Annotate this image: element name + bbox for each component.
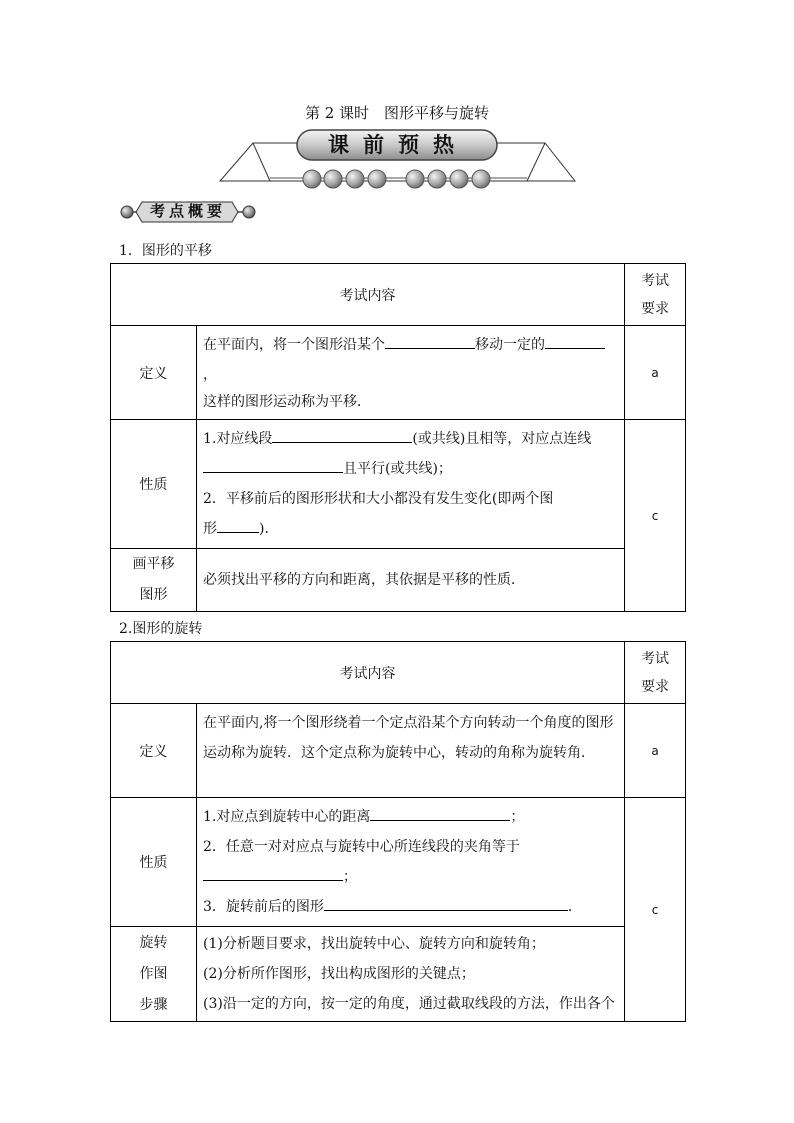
prop2-1a: 1.对应点到旋转中心的距离 [203, 809, 371, 825]
blank-parallel-1[interactable] [272, 428, 412, 443]
property-content [197, 420, 625, 549]
prop-1a: 1.对应线段 [203, 431, 273, 447]
blank-congruent-2[interactable] [324, 896, 568, 911]
rotation-table [110, 641, 686, 1022]
prop2-2a: 2．任意一对对应点与旋转中心所连线段的夹角等于 [203, 839, 520, 855]
row-label-draw [111, 549, 197, 612]
header-req-line1: 考试 [641, 272, 669, 289]
steps-label-2: 作图 [139, 965, 168, 982]
definition-content-2 [197, 704, 625, 798]
row-label-property-2: 性质 [111, 798, 197, 927]
section-heading-translation: 1．图形的平移 [119, 243, 212, 259]
prop2-1b: ； [510, 809, 525, 825]
steps-label-1: 旋转 [139, 934, 168, 951]
header2-req-line2: 要求 [641, 678, 669, 695]
translation-table [110, 263, 686, 612]
blank-direction[interactable] [385, 334, 475, 349]
row-label-steps [111, 927, 197, 1022]
prop2-3b: ． [567, 899, 582, 915]
header-content-2: 考试内容 [111, 642, 625, 704]
definition-requirement-2: a [625, 704, 686, 798]
definition-requirement: a [625, 326, 686, 420]
blank-equal-distance[interactable] [370, 806, 510, 821]
blank-congruent[interactable] [217, 518, 259, 533]
section-heading-rotation: 2.图形的旋转 [119, 621, 203, 637]
def2-line2: 运动称为旋转．这个定点称为旋转中心，转动的角称为旋转角． [203, 745, 595, 761]
step-2: (2)分析所作图形，找出构成图形的关键点； [203, 966, 475, 982]
def-text-c: ， [203, 367, 217, 383]
property-requirement: c [625, 420, 686, 612]
prop-2a: 2．平移前后的图形形状和大小都没有发生变化(即两个图 [203, 491, 554, 507]
draw-content: 必须找出平移的方向和距离，其依据是平移的性质． [197, 549, 625, 612]
steps-label-3: 步骤 [139, 996, 168, 1013]
prop2-3a: 3．旋转前后的图形 [203, 899, 324, 915]
step-1: (1)分析题目要求，找出旋转中心、旋转方向和旋转角； [203, 936, 545, 952]
def2-line1: 在平面内,将一个图形绕着一个定点沿某个方向转动一个角度的图形 [203, 715, 614, 731]
steps-content [197, 927, 625, 1022]
def-text-a: 在平面内，将一个图形沿某个 [203, 337, 385, 353]
blank-rotation-angle[interactable] [203, 866, 343, 881]
property-requirement-2: c [625, 798, 686, 1022]
header2-req-line1: 考试 [641, 650, 669, 667]
prop2-2b: ； [343, 869, 357, 885]
header-requirement-2 [625, 642, 686, 704]
header-req-line2: 要求 [641, 300, 669, 317]
header-requirement [625, 264, 686, 326]
prop-2c: )． [259, 521, 279, 537]
row-label-definition-2: 定义 [111, 704, 197, 798]
property-content-2 [197, 798, 625, 927]
row-label-definition: 定义 [111, 326, 197, 420]
draw-label-2: 图形 [139, 587, 168, 603]
prop-2b: 形 [203, 521, 217, 537]
page-title: 第 2 课时 图形平移与旋转 [304, 104, 490, 122]
draw-label-1: 画平移 [132, 556, 175, 572]
definition-content [197, 326, 625, 420]
prop-1c: 且平行(或共线)； [343, 461, 452, 477]
def-text-d: 这样的图形运动称为平移． [203, 394, 371, 410]
banner-title: 课前预热 [328, 132, 468, 157]
step-3: (3)沿一定的方向，按一定的角度，通过截取线段的方法，作出各个 [203, 996, 615, 1012]
prop-1b: (或共线)且相等，对应点连线 [412, 431, 592, 447]
header-content: 考试内容 [111, 264, 625, 326]
blank-parallel-2[interactable] [203, 458, 343, 473]
section-badge: 考点概要 [149, 202, 226, 220]
def-text-b: 移动一定的 [475, 337, 545, 353]
row-label-property: 性质 [111, 420, 197, 549]
blank-distance[interactable] [545, 334, 605, 349]
